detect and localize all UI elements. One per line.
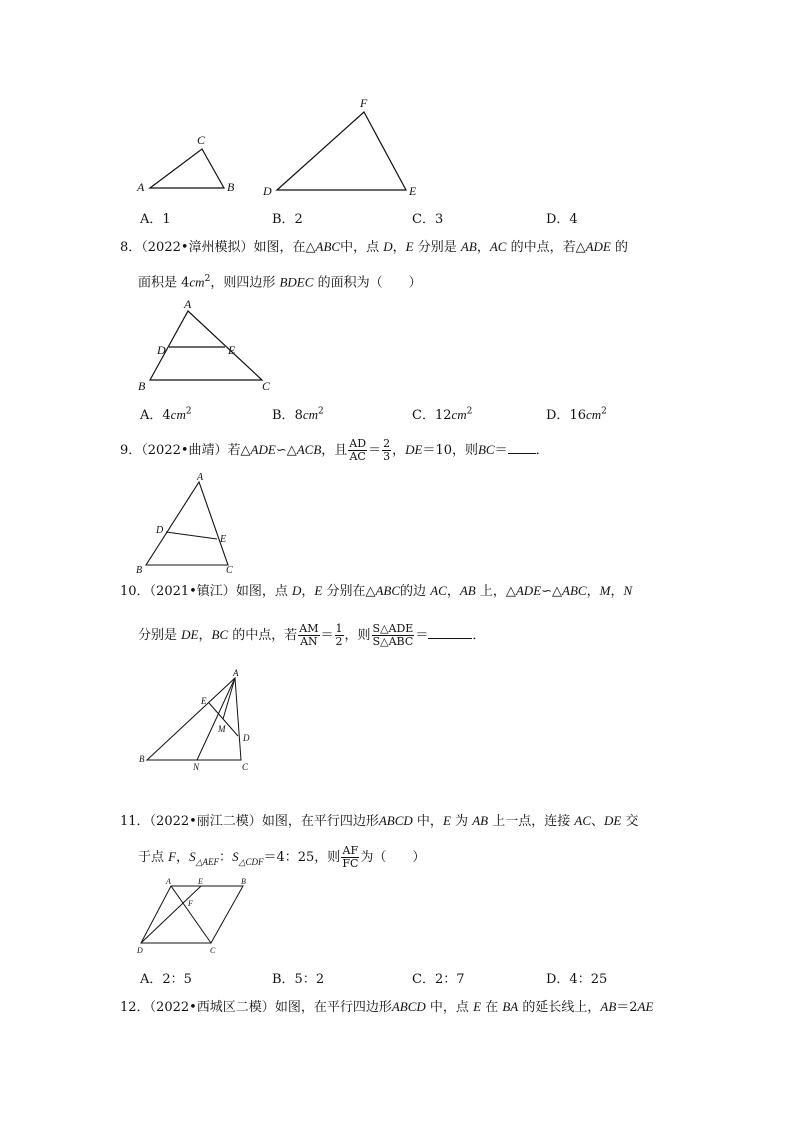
q8-figure [135,296,285,396]
question-source: （2022•丽江二模） [149,814,262,829]
q7-option-a[interactable]: A．1 [140,212,171,227]
q7-figure-triangle-def [258,95,428,200]
question-number: 9． [120,443,142,458]
label-c: C [210,946,216,955]
label-f: F [188,899,193,908]
triangle-abc [147,678,241,760]
label-c: C [242,762,249,772]
question-number: 8． [120,240,142,255]
label-a: A [233,668,239,678]
label-a: A [197,472,204,483]
question-source: （2022•曲靖） [141,443,228,458]
label-a: A [166,877,171,886]
diagonal-ac [171,886,211,943]
question-number: 10． [120,584,150,599]
question-source: （2022•西城区二模） [149,1000,275,1015]
q11-figure [133,876,258,961]
q11-option-c[interactable]: C．2：7 [412,972,465,987]
q10-figure [135,666,265,776]
label-b: B [227,180,235,194]
label-c: C [197,133,206,147]
fraction-ad-ac: $\frac{AD}{AC}$ [349,437,367,463]
label-e: E [220,534,227,545]
q9-question: 9．（2022•曲靖）若△ADE∽△ACB，且 $\frac{AD}{AC}$ ＝ $\frac{2}{3}$ ，DE＝10，则BC＝ ． [120,437,549,463]
q8-option-c[interactable]: C．$12cm^2$ [412,406,473,423]
label-m: M [218,724,226,734]
q8-question-line1: 8．（2022•漳州模拟）如图，在△ABC中，点 D，E 分别是 AB，AC 的中点，若△ADE 的 [120,239,629,255]
q7-figure-triangle-abc [135,128,245,198]
q8-option-d[interactable]: D．$16cm^2$ [546,406,607,423]
q11-option-d[interactable]: D．4：25 [546,972,608,987]
label-a: A [184,297,192,311]
fraction-area-ratio: $\frac{\text{S△ADE}}{\text{S△ABC}}$ [372,622,414,648]
segment-de [141,886,201,943]
q11-question-line1: 11．（2022•丽江二模）如图，在平行四边形ABCD 中，E 为 AB 上一点，连接 AC、DE 交 [120,813,639,829]
question-number: 11． [120,814,150,829]
q11-option-b[interactable]: B．5：2 [272,972,325,987]
label-c: C [226,565,233,575]
q7-option-c[interactable]: C．3 [412,212,444,227]
question-source: （2021•镇江） [149,584,236,599]
q8-question-line2: 面积是 $4cm^2$，则四边形 BDEC 的面积为（ ） [138,274,422,291]
answer-blank[interactable] [428,638,472,639]
q10-question-line1: 10．（2021•镇江）如图，点 D，E 分别在△ABC的边 AC，AB 上，△ADE∽△ABC，M，N [120,583,633,599]
q7-option-d[interactable]: D．4 [546,212,578,227]
label-d: D [137,946,143,955]
q9-figure [133,470,243,575]
label-b: B [139,754,145,764]
fraction-am-an: $\frac{AM}{AN}$ [299,622,319,648]
label-n: N [193,762,200,772]
q11-question-line2: 于点 F，$S_{\triangle AEF}$：$S_{\triangle CDF}=4$：25，则 $\frac{AF}{FC}$ 为（ ） [138,844,426,870]
label-b: B [136,565,143,575]
triangle-abc [150,149,224,188]
label-d: D [243,733,250,743]
label-e: E [198,877,203,886]
label-d: D [157,343,166,357]
label-d: D [156,525,164,536]
answer-blank[interactable] [508,453,536,454]
q7-option-b[interactable]: B．2 [272,212,303,227]
q11-option-a[interactable]: A．2：5 [140,972,192,987]
label-c: C [262,379,271,393]
triangle-abc [146,482,228,565]
q12-question-line1: 12．（2022•西城区二模）如图，在平行四边形ABCD 中，点 E 在 BA 的延长线上，AB＝2AE [120,999,654,1015]
question-number: 12． [120,1000,150,1015]
q8-option-b[interactable]: B．$8cm^2$ [272,406,324,423]
label-a: A [137,180,145,194]
fraction-2-3: $\frac{2}{3}$ [383,437,391,463]
label-d: D [263,184,272,198]
question-source: （2022•漳州模拟） [141,240,254,255]
label-e: E [201,696,207,706]
triangle-def [277,112,406,190]
label-b: B [241,877,246,886]
segment-an [197,678,235,760]
q8-option-a[interactable]: A．$4cm^2$ [140,406,192,423]
q10-question-line2: 分别是 DE，BC 的中点，若 $\frac{AM}{AN}$ ＝ $\frac{1}{2}$ ，则 $\frac{\text{S△ADE}}{\text{S△ABC}}$ ＝ ． [138,622,486,648]
fraction-1-2: $\frac{1}{2}$ [335,622,343,648]
label-e: E [228,343,236,357]
label-b: B [138,379,146,393]
triangle-abc [150,311,262,380]
label-f: F [360,96,368,110]
label-e: E [409,184,417,198]
segment-de [166,532,217,539]
fraction-af-fc: $\frac{AF}{FC}$ [342,844,359,870]
